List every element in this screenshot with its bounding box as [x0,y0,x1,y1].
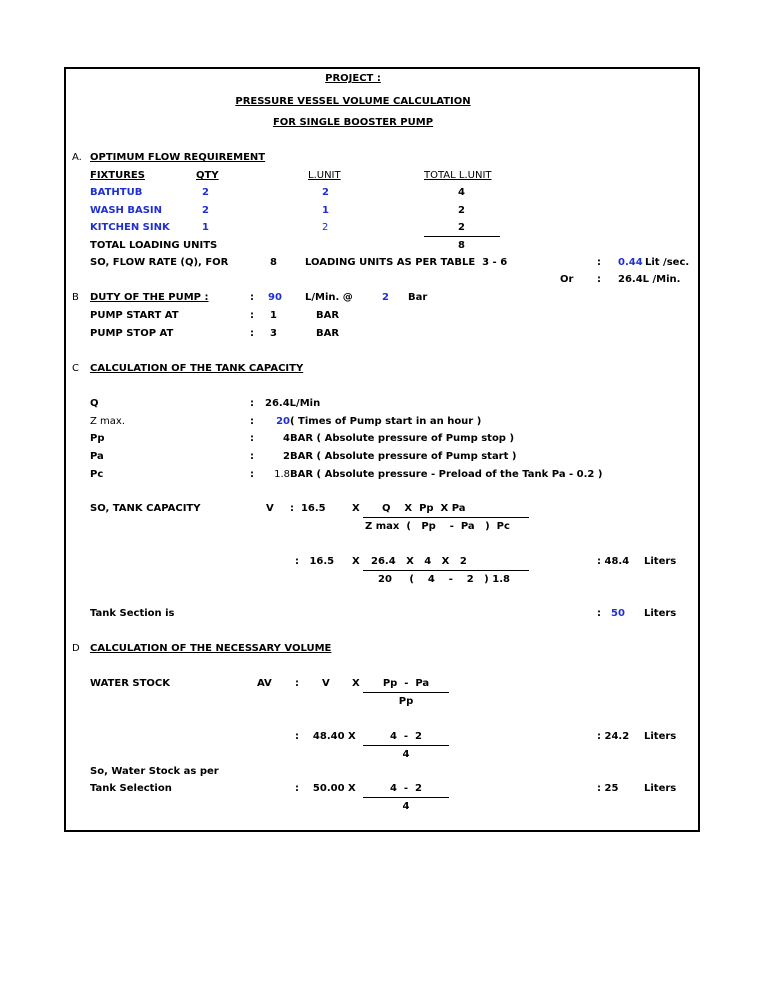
formula2-denominator: 20 ( 4 - 2 ) 1.8 [378,574,510,585]
formula-denominator: Pp [398,696,414,707]
water-stock-note: So, Water Stock as per [90,766,219,777]
flow-rate-value: 0.44 [618,257,643,268]
tank-section-label: Tank Section is [90,608,175,619]
param-value: 20 [276,416,290,427]
section-b-letter: B [72,292,79,303]
multiply-sign: X [352,678,360,689]
tank-capacity-unit: Liters [644,556,677,567]
pump-start-label: PUMP START AT [90,310,179,321]
param-label: Pp [90,433,105,444]
fixture-lunit: 2 [322,222,329,233]
fixture-total: 4 [458,187,465,198]
tank-capacity-result: : 48.4 [597,556,630,567]
colon: : [250,451,254,462]
fraction-line [363,517,529,518]
fraction-line [363,797,449,798]
param-text: BAR ( Absolute pressure of Pump stop ) [290,433,515,444]
fixture-lunit: 2 [322,187,329,198]
param-label: Pc [90,469,104,480]
duty-label: DUTY OF THE PUMP : [90,292,209,303]
multiply-sign: X [352,503,360,514]
v-label: V [266,503,274,514]
duty-flow-unit: L/Min. @ [305,292,353,303]
calc1-unit: Liters [644,731,677,742]
colon: : [250,433,254,444]
col-fixtures: FIXTURES [90,170,145,181]
formula-numerator: Pp - Pa [382,678,430,689]
pump-stop-unit: BAR [316,328,340,339]
param-text: ( Times of Pump start in an hour ) [290,416,482,427]
param-label: Pa [90,451,104,462]
v-label: V [322,678,330,689]
fraction-line [363,745,449,746]
document-frame [64,67,700,832]
equals-colon: : [295,678,299,689]
colon: : [250,416,254,427]
fixture-name: WASH BASIN [90,205,163,216]
calc1-denominator: 4 [402,749,410,760]
colon: : [597,608,601,619]
flow-rate-value-2: 26.4L /Min. [618,274,681,285]
colon: : [597,257,601,268]
multiply-sign: X [352,556,360,567]
tank-capacity-label: SO, TANK CAPACITY [90,503,201,514]
colon: : [250,292,254,303]
fixture-total: 2 [458,222,465,233]
formula-numerator: Q X Pp X Pa [382,503,466,514]
colon: : [597,274,601,285]
calc2-denominator: 4 [402,801,410,812]
col-total-lunit: TOTAL L.UNIT [424,170,492,181]
pump-stop-label: PUMP STOP AT [90,328,174,339]
duty-pressure: 2 [382,292,389,303]
fixture-total: 2 [458,205,465,216]
formula2-numerator: 26.4 X 4 X 2 [371,556,467,567]
pump-stop-value: 3 [270,328,277,339]
pump-start-value: 1 [270,310,277,321]
formula2-coefficient: : 16.5 [295,556,335,567]
fixture-lunit: 1 [322,205,329,216]
param-text: 26.4L/Min [265,398,321,409]
flow-rate-text: LOADING UNITS AS PER TABLE 3 - 6 [305,257,508,268]
section-c-letter: C [72,363,79,374]
colon: : [250,310,254,321]
col-qty: QTY [196,170,219,181]
param-text: BAR ( Absolute pressure of Pump start ) [290,451,517,462]
total-loading-label: TOTAL LOADING UNITS [90,240,218,251]
calc2-value: : 50.00 X [295,783,356,794]
fixture-name: BATHTUB [90,187,143,198]
section-c-heading: CALCULATION OF THE TANK CAPACITY [90,363,304,374]
calc2-unit: Liters [644,783,677,794]
calc2-result: : 25 [597,783,619,794]
tank-section-value: 50 [611,608,625,619]
sum-rule [424,236,500,237]
fixture-qty: 2 [202,205,209,216]
formula-coefficient: : 16.5 [290,503,326,514]
calc2-numerator: 4 - 2 [390,783,422,794]
formula-denominator: Z max ( Pp - Pa ) Pc [365,521,510,532]
param-value: 4 [283,433,290,444]
fixture-qty: 2 [202,187,209,198]
fraction-line [363,570,529,571]
colon: : [250,469,254,480]
duty-pressure-unit: Bar [408,292,428,303]
section-a-heading: OPTIMUM FLOW REQUIREMENT [90,152,266,163]
section-a-letter: A. [72,152,82,163]
flow-rate-value-unit: Lit /sec. [645,257,690,268]
section-d-letter: D [72,643,80,654]
tank-selection-label: Tank Selection [90,783,172,794]
param-label: Z max. [90,416,125,427]
pump-start-unit: BAR [316,310,340,321]
colon: : [250,398,254,409]
calc1-value: : 48.40 X [295,731,356,742]
duty-flow: 90 [268,292,282,303]
param-value: 2 [283,451,290,462]
section-d-heading: CALCULATION OF THE NECESSARY VOLUME [90,643,332,654]
project-label: PROJECT : [325,73,381,84]
flow-rate-units: 8 [270,257,277,268]
total-loading-value: 8 [458,240,465,251]
colon: : [250,328,254,339]
av-label: AV [257,678,272,689]
param-value: 1.8 [274,469,290,480]
calc1-result: : 24.2 [597,731,630,742]
fraction-line [363,692,449,693]
flow-rate-label: SO, FLOW RATE (Q), FOR [90,257,229,268]
document-subtitle: FOR SINGLE BOOSTER PUMP [272,117,434,128]
or-label: Or [560,274,574,285]
water-stock-label: WATER STOCK [90,678,170,689]
tank-section-unit: Liters [644,608,677,619]
fixture-name: KITCHEN SINK [90,222,170,233]
fixture-qty: 1 [202,222,209,233]
document-title: PRESSURE VESSEL VOLUME CALCULATION [235,96,471,107]
param-text: BAR ( Absolute pressure - Preload of the Tank Pa - 0.2 ) [290,469,603,480]
param-label: Q [90,398,99,409]
calc1-numerator: 4 - 2 [390,731,422,742]
col-lunit: L.UNIT [308,170,341,181]
